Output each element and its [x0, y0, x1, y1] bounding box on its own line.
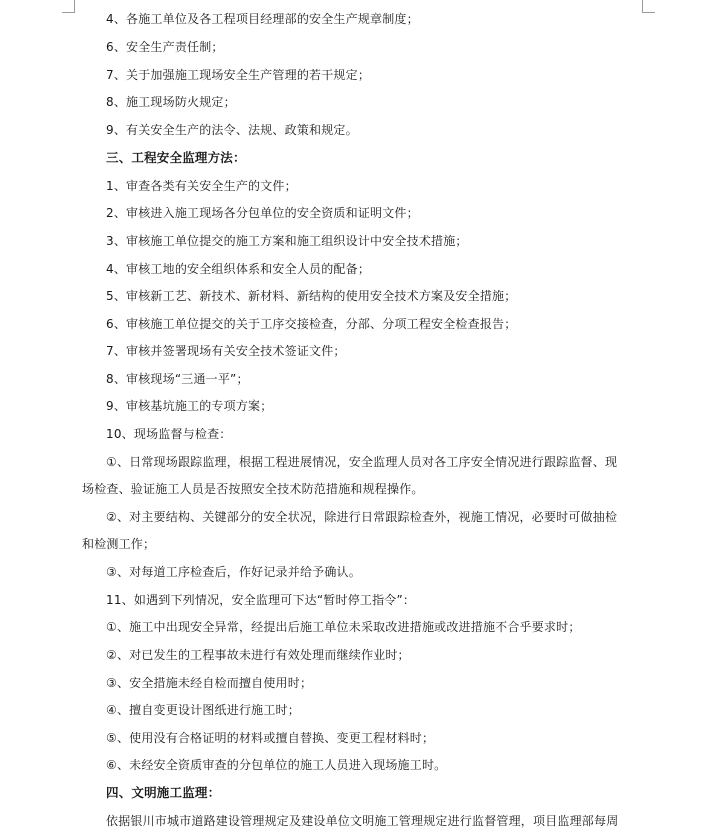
text-line: 2、审核进入施工现场各分包单位的安全资质和证明文件；	[106, 206, 419, 220]
text-line: ③、对每道工序检查后，作好记录并给予确认。	[106, 565, 361, 579]
text-line: 4、审核工地的安全组织体系和安全人员的配备；	[106, 262, 371, 276]
text-line: ④、擅自变更设计图纸进行施工时；	[106, 703, 300, 717]
text-line: ①、施工中出现安全异常，经提出后施工单位未采取改进措施或改进措施不合乎要求时；	[106, 620, 581, 634]
text-line: 6、审核施工单位提交的关于工序交接检查，分部、分项工程安全检查报告；	[106, 317, 517, 331]
text-line: 9、有关安全生产的法令、法规、政策和规定。	[106, 123, 358, 137]
text-line: 5、审核新工艺、新技术、新材料、新结构的使用安全技术方案及安全措施；	[106, 289, 517, 303]
page-corner-mark-right	[642, 0, 655, 13]
text-line: ①、日常现场跟踪监理，根据工程进展情况，安全监理人员对各工序安全情况进行跟踪监督、现	[106, 455, 618, 469]
text-line: ②、对主要结构、关键部分的安全状况，除进行日常跟踪检查外，视施工情况，必要时可做抽检	[106, 510, 618, 524]
text-line: ⑤、使用没有合格证明的材料或擅自替换、变更工程材料时；	[106, 731, 435, 745]
text-line: 7、审核并签署现场有关安全技术签证文件；	[106, 344, 346, 358]
text-line-continuation: 和检测工作；	[82, 537, 156, 551]
text-line-continuation: 场检查、验证施工人员是否按照安全技术防范措施和规程操作。	[82, 482, 424, 496]
text-line: 6、安全生产责任制；	[106, 40, 224, 54]
text-line: 3、审核施工单位提交的施工方案和施工组织设计中安全技术措施；	[106, 234, 468, 248]
text-line: 8、审核现场“三通一平”；	[106, 372, 249, 386]
section-heading: 三、工程安全监理方法：	[106, 150, 246, 165]
text-line: 依据银川市城市道路建设管理规定及建设单位文明施工管理规定进行监督管理，项目监理部每周	[106, 814, 619, 828]
text-line: 4、各施工单位及各工程项目经理部的安全生产规章制度；	[106, 12, 419, 26]
text-line: 8、施工现场防火规定；	[106, 95, 236, 109]
text-line: ③、安全措施未经自检而擅自使用时；	[106, 676, 313, 690]
text-line: ②、对已发生的工程事故未进行有效处理而继续作业时；	[106, 648, 410, 662]
text-line: 1、审查各类有关安全生产的文件；	[106, 179, 297, 193]
section-heading: 四、文明施工监理：	[106, 785, 221, 800]
text-line: 11、如遇到下列情况，安全监理可下达“暂时停工指令”：	[106, 593, 416, 607]
text-line: 10、现场监督与检查：	[106, 427, 232, 441]
page-corner-mark-left	[62, 0, 75, 13]
text-line: 7、关于加强施工现场安全生产管理的若干规定；	[106, 68, 371, 82]
text-line: 9、审核基坑施工的专项方案；	[106, 399, 273, 413]
text-line: ⑥、未经安全资质审查的分包单位的施工人员进入现场施工时。	[106, 758, 447, 772]
